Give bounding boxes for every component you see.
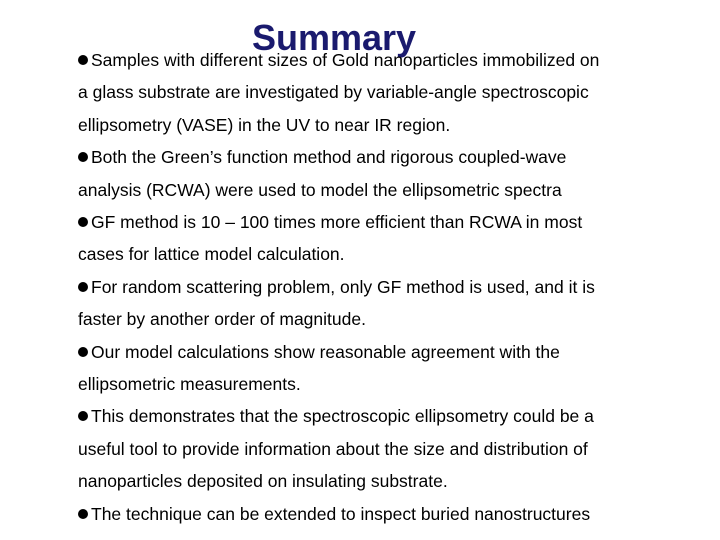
bullet-icon — [78, 282, 88, 292]
bullet-icon — [78, 509, 88, 519]
bullet-line — [78, 206, 718, 238]
bullet-text: This demonstrates that the spectroscopic ellipsometry could be a — [91, 406, 594, 427]
bullet-line — [78, 44, 718, 76]
bullet-line: nanoparticles deposited on insulating substrate. — [78, 471, 448, 492]
slide-title: Summary — [252, 17, 417, 58]
bullet-icon — [78, 152, 88, 162]
bullet-item — [78, 206, 718, 271]
bullet-text: The technique can be extended to inspect buried nanostructures — [91, 503, 591, 524]
bullet-list — [78, 44, 718, 530]
bullet-icon — [78, 411, 88, 421]
bullet-text: Samples with different sizes of Gold nanoparticles immobilized on — [91, 50, 600, 70]
bullet-item — [78, 271, 718, 336]
bullet-line: ellipsometric measurements. — [78, 374, 301, 395]
bullet-item — [78, 336, 718, 401]
bullet-item — [78, 400, 718, 497]
bullet-line — [78, 400, 718, 432]
bullet-text: GF method is 10 – 100 times more efficient than RCWA in most — [91, 212, 583, 233]
bullet-line — [78, 336, 718, 368]
bullet-text: For random scattering problem, only GF method is used, and it is — [91, 276, 595, 297]
bullet-line: ellipsometry (VASE) in the UV to near IR region. — [78, 114, 451, 135]
bullet-line: a glass substrate are investigated by variable-angle spectroscopic — [78, 82, 589, 103]
bullet-line: cases for lattice model calculation. — [78, 244, 345, 265]
bullet-icon — [78, 347, 88, 357]
bullet-line: useful tool to provide information about the size and distribution of — [78, 438, 588, 459]
bullet-line — [78, 498, 718, 530]
bullet-text: Both the Green’s function method and rigorous coupled-wave — [91, 147, 567, 168]
bullet-line — [78, 141, 718, 173]
bullet-text: Our model calculations show reasonable agreement with the — [91, 341, 560, 362]
bullet-line — [78, 271, 718, 303]
bullet-line: analysis (RCWA) were used to model the ellipsometric spectra — [78, 179, 562, 200]
bullet-icon — [78, 55, 88, 65]
bullet-item — [78, 498, 718, 530]
bullet-item — [78, 44, 718, 141]
bullet-line: faster by another order of magnitude. — [78, 309, 366, 330]
bullet-icon — [78, 217, 88, 227]
bullet-item — [78, 141, 718, 206]
